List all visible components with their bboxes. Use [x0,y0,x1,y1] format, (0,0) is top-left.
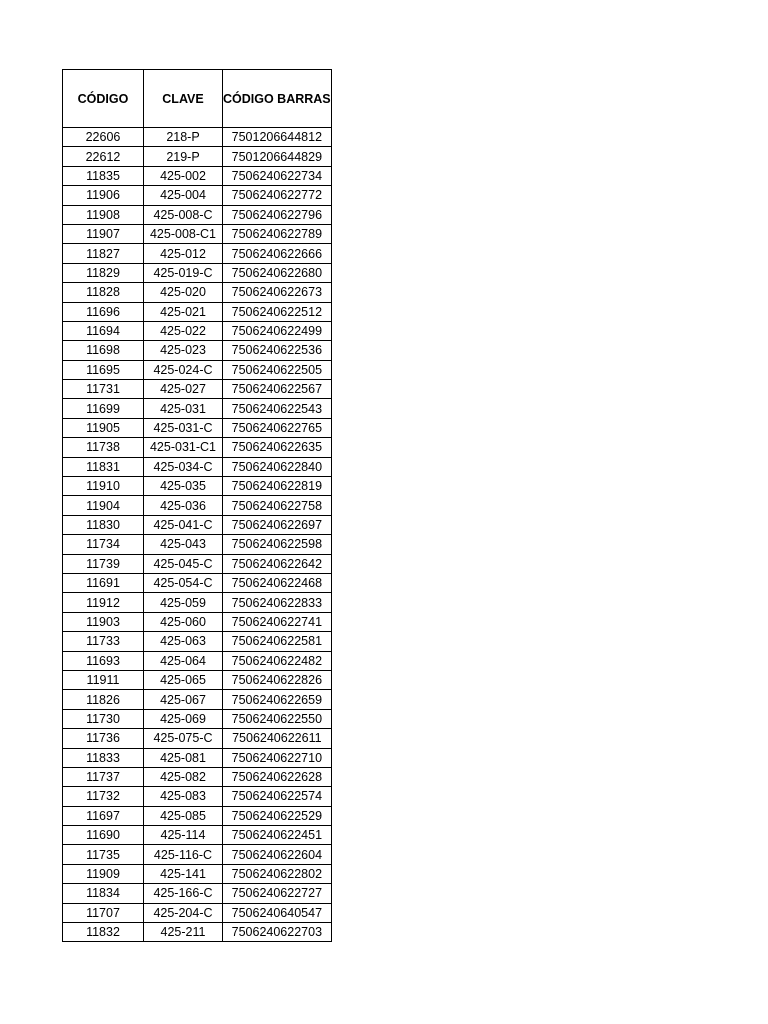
codigo-cell: 11732 [63,787,144,806]
codigo-barras-cell: 7506240622758 [223,496,332,515]
table-row [63,651,332,670]
table-row [63,632,332,651]
clave-cell: 425-023 [144,341,223,360]
codigo-cell: 11735 [63,845,144,864]
table-row [63,166,332,185]
table-row [63,826,332,845]
codigo-barras-cell: 7506240622802 [223,864,332,883]
codigo-barras-cell: 7506240622482 [223,651,332,670]
clave-cell: 425-114 [144,826,223,845]
table-row [63,767,332,786]
codigo-barras-cell: 7506240622550 [223,709,332,728]
codigo-cell: 11909 [63,864,144,883]
clave-cell: 425-045-C [144,554,223,573]
codigo-barras-cell: 7506240622680 [223,263,332,282]
codigo-cell: 11737 [63,767,144,786]
codigo-cell: 22612 [63,147,144,166]
table-row [63,515,332,534]
table-row [63,360,332,379]
codigo-cell: 11910 [63,477,144,496]
codigo-barras-cell: 7506240622642 [223,554,332,573]
codigo-cell: 11832 [63,923,144,942]
table-row [63,283,332,302]
table-body [63,128,332,942]
codigo-barras-cell: 7506240622765 [223,418,332,437]
table-row [63,593,332,612]
table-row [63,748,332,767]
codigo-barras-cell: 7506240622543 [223,399,332,418]
table-row [63,128,332,147]
table-row [63,457,332,476]
clave-cell: 425-012 [144,244,223,263]
codigo-cell: 11827 [63,244,144,263]
clave-cell: 425-085 [144,806,223,825]
clave-cell: 425-075-C [144,729,223,748]
codigo-barras-cell: 7506240622741 [223,612,332,631]
codigo-barras-cell: 7506240622581 [223,632,332,651]
clave-cell: 425-059 [144,593,223,612]
clave-cell: 425-031-C1 [144,438,223,457]
product-code-table [62,69,332,942]
clave-cell: 425-027 [144,380,223,399]
codigo-cell: 11707 [63,903,144,922]
clave-cell: 425-035 [144,477,223,496]
codigo-cell: 11835 [63,166,144,185]
codigo-barras-cell: 7506240622697 [223,515,332,534]
header-codigo-barras: CÓDIGO BARRAS [223,70,332,128]
table-row [63,884,332,903]
table-row [63,573,332,592]
codigo-cell: 11826 [63,690,144,709]
clave-cell: 425-141 [144,864,223,883]
table-row [63,787,332,806]
codigo-barras-cell: 7506240622567 [223,380,332,399]
clave-cell: 425-036 [144,496,223,515]
codigo-cell: 11903 [63,612,144,631]
codigo-barras-cell: 7506240622628 [223,767,332,786]
codigo-cell: 11697 [63,806,144,825]
codigo-barras-cell: 7501206644829 [223,147,332,166]
clave-cell: 425-043 [144,535,223,554]
codigo-cell: 11731 [63,380,144,399]
codigo-cell: 11833 [63,748,144,767]
codigo-barras-cell: 7506240622529 [223,806,332,825]
codigo-barras-cell: 7506240622727 [223,884,332,903]
table-row [63,496,332,515]
clave-cell: 425-064 [144,651,223,670]
codigo-cell: 11834 [63,884,144,903]
codigo-cell: 11831 [63,457,144,476]
table-row [63,418,332,437]
clave-cell: 425-021 [144,302,223,321]
clave-cell: 425-082 [144,767,223,786]
codigo-barras-cell: 7506240622512 [223,302,332,321]
codigo-cell: 11730 [63,709,144,728]
clave-cell: 425-008-C [144,205,223,224]
codigo-barras-cell: 7506240622796 [223,205,332,224]
table-row [63,729,332,748]
clave-cell: 425-031-C [144,418,223,437]
codigo-cell: 11907 [63,224,144,243]
codigo-cell: 11733 [63,632,144,651]
codigo-cell: 11696 [63,302,144,321]
clave-cell: 425-002 [144,166,223,185]
codigo-barras-cell: 7506240622840 [223,457,332,476]
table-row [63,263,332,282]
codigo-barras-cell: 7506240622826 [223,670,332,689]
clave-cell: 425-031 [144,399,223,418]
codigo-cell: 11830 [63,515,144,534]
table-row [63,806,332,825]
codigo-cell: 11736 [63,729,144,748]
clave-cell: 425-054-C [144,573,223,592]
codigo-cell: 11738 [63,438,144,457]
clave-cell: 425-063 [144,632,223,651]
table-row [63,399,332,418]
table-row [63,709,332,728]
table-row [63,535,332,554]
codigo-cell: 11904 [63,496,144,515]
codigo-barras-cell: 7506240622659 [223,690,332,709]
table-row [63,244,332,263]
clave-cell: 425-024-C [144,360,223,379]
table-row [63,147,332,166]
header-clave: CLAVE [144,70,223,128]
codigo-barras-cell: 7506240622833 [223,593,332,612]
codigo-barras-cell: 7506240622611 [223,729,332,748]
clave-cell: 425-034-C [144,457,223,476]
clave-cell: 425-041-C [144,515,223,534]
codigo-cell: 11734 [63,535,144,554]
codigo-cell: 22606 [63,128,144,147]
table-row [63,690,332,709]
table-row [63,845,332,864]
table-row [63,438,332,457]
codigo-barras-cell: 7506240622451 [223,826,332,845]
table-row [63,186,332,205]
codigo-barras-cell: 7506240622673 [223,283,332,302]
codigo-barras-cell: 7501206644812 [223,128,332,147]
clave-cell: 425-019-C [144,263,223,282]
codigo-barras-cell: 7506240622734 [223,166,332,185]
codigo-barras-cell: 7506240622536 [223,341,332,360]
table-row [63,224,332,243]
table-row [63,302,332,321]
clave-cell: 425-060 [144,612,223,631]
table-row [63,205,332,224]
clave-cell: 425-008-C1 [144,224,223,243]
codigo-barras-cell: 7506240622604 [223,845,332,864]
codigo-barras-cell: 7506240622789 [223,224,332,243]
table-row [63,864,332,883]
header-codigo: CÓDIGO [63,70,144,128]
header-row [63,70,332,128]
codigo-cell: 11695 [63,360,144,379]
clave-cell: 425-004 [144,186,223,205]
codigo-barras-cell: 7506240622772 [223,186,332,205]
clave-cell: 425-204-C [144,903,223,922]
codigo-cell: 11739 [63,554,144,573]
codigo-cell: 11698 [63,341,144,360]
clave-cell: 425-166-C [144,884,223,903]
codigo-cell: 11690 [63,826,144,845]
codigo-cell: 11908 [63,205,144,224]
codigo-cell: 11911 [63,670,144,689]
codigo-cell: 11829 [63,263,144,282]
codigo-barras-cell: 7506240622468 [223,573,332,592]
clave-cell: 425-116-C [144,845,223,864]
clave-cell: 425-081 [144,748,223,767]
codigo-barras-cell: 7506240622819 [223,477,332,496]
clave-cell: 425-069 [144,709,223,728]
codigo-cell: 11693 [63,651,144,670]
table-row [63,612,332,631]
codigo-cell: 11691 [63,573,144,592]
clave-cell: 425-022 [144,321,223,340]
codigo-cell: 11694 [63,321,144,340]
codigo-cell: 11699 [63,399,144,418]
codigo-barras-cell: 7506240622710 [223,748,332,767]
clave-cell: 425-067 [144,690,223,709]
table-header [63,70,332,128]
codigo-cell: 11905 [63,418,144,437]
clave-cell: 219-P [144,147,223,166]
codigo-cell: 11828 [63,283,144,302]
clave-cell: 425-065 [144,670,223,689]
table-row [63,554,332,573]
table-row [63,380,332,399]
codigo-barras-cell: 7506240622505 [223,360,332,379]
clave-cell: 425-083 [144,787,223,806]
codigo-barras-cell: 7506240622666 [223,244,332,263]
codigo-barras-cell: 7506240622598 [223,535,332,554]
table-row [63,670,332,689]
codigo-barras-cell: 7506240622499 [223,321,332,340]
table-row [63,341,332,360]
clave-cell: 425-211 [144,923,223,942]
table-row [63,903,332,922]
clave-cell: 425-020 [144,283,223,302]
codigo-barras-cell: 7506240622635 [223,438,332,457]
table-row [63,321,332,340]
table-row [63,923,332,942]
codigo-cell: 11912 [63,593,144,612]
codigo-barras-cell: 7506240622703 [223,923,332,942]
codigo-barras-cell: 7506240640547 [223,903,332,922]
clave-cell: 218-P [144,128,223,147]
codigo-cell: 11906 [63,186,144,205]
table-row [63,477,332,496]
codigo-barras-cell: 7506240622574 [223,787,332,806]
